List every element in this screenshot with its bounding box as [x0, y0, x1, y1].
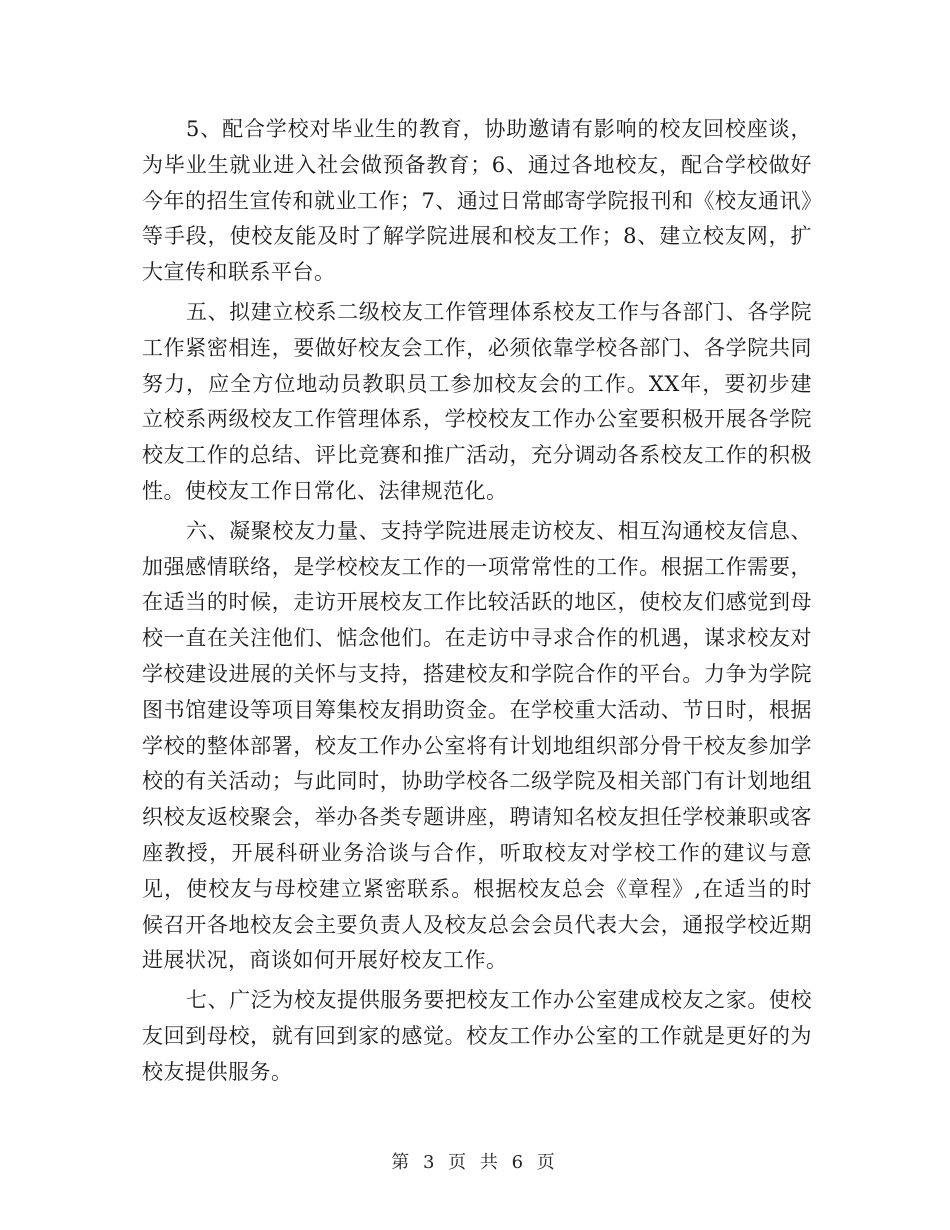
- paragraph-section-five: 五、拟建立校系二级校友工作管理体系校友工作与各部门、各学院工作紧密相连，要做好校友会工作，必须依靠学校各部门、各学院共同努力，应全方位地动员教职员工参加校友会的工作。XX年，要初步建立校系两级校友工作管理体系，学校校友工作办公室要积极开展各学院校友工作的总结、评比竞赛和推广活动，充分调动各系校友工作的积极性。使校友工作日常化、法律规范化。: [142, 299, 812, 503]
- document-body: [142, 112, 812, 1095]
- paragraph-section-seven: 七、广泛为校友提供服务要把校友工作办公室建成校友之家。使校友回到母校，就有回到家的感觉。校友工作办公室的工作就是更好的为校友提供服务。: [142, 988, 812, 1084]
- page-number-footer: 第 3 页 共 6 页: [391, 1152, 559, 1173]
- paragraph-alumni-tasks: 5、配合学校对毕业生的教育，协助邀请有影响的校友回校座谈，为毕业生就业进入社会做预备教育；6、通过各地校友，配合学校做好今年的招生宣传和就业工作；7、通过日常邮寄学院报刊和《校友通讯》等手段，使校友能及时了解学院进展和校友工作；8、建立校友网，扩大宣传和联系平台。: [142, 117, 812, 285]
- paragraph-section-six: 六、凝聚校友力量、支持学院进展走访校友、相互沟通校友信息、加强感情联络，是学校校友工作的一项常常性的工作。根据工作需要，在适当的时候，走访开展校友工作比较活跃的地区，使校友们感觉到母校一直在关注他们、惦念他们。在走访中寻求合作的机遇，谋求校友对学校建设进展的关怀与支持，搭建校友和学院合作的平台。力争为学院图书馆建设等项目筹集校友捐助资金。在学校重大活动、节日时，根据学校的整体部署，校友工作办公室将有计划地组织部分骨干校友参加学校的有关活动；与此同时，协助学校各二级学院及相关部门有计划地组织校友返校聚会，举办各类专题讲座，聘请知名校友担任学校兼职或客座教授，开展科研业务洽谈与合作，听取校友对学校工作的建议与意见，使校友与母校建立紧密联系。根据校友总会《章程》,在适当的时候召开各地校友会主要负责人及校友总会会员代表大会，通报学校近期进展状况，商谈如何开展好校友工作。: [142, 518, 812, 973]
